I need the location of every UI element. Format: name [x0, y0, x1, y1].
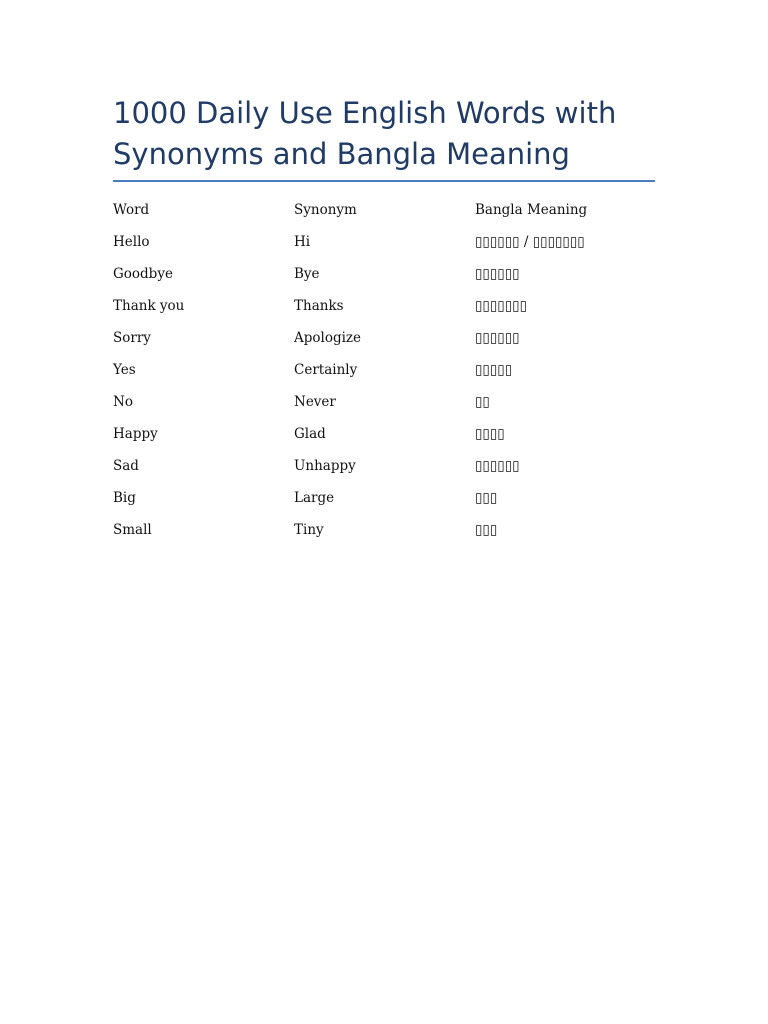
table-row: [113, 262, 658, 294]
synonym-cell: Apologize: [294, 330, 362, 346]
bangla-meaning-cell: ▯▯▯▯▯▯ / ▯▯▯▯▯▯▯: [475, 234, 585, 250]
header-word: Word: [113, 202, 150, 218]
synonym-cell: Hi: [294, 234, 311, 250]
bangla-meaning-cell: ▯▯▯: [475, 490, 498, 506]
title-underline: [113, 180, 655, 182]
word-cell: Thank you: [113, 298, 185, 314]
table-header-row: [113, 198, 658, 230]
synonym-cell: Bye: [294, 266, 320, 282]
word-cell: Small: [113, 522, 152, 538]
page-title: 1000 Daily Use English Words with Synonyms and Bangla Meaning: [113, 96, 617, 171]
word-cell: Hello: [113, 234, 150, 250]
synonym-cell: Large: [294, 490, 335, 506]
bangla-meaning-cell: ▯▯▯▯▯▯: [475, 458, 520, 474]
table-row: [113, 358, 658, 390]
synonym-cell: Never: [294, 394, 336, 410]
bangla-meaning-cell: ▯▯▯: [475, 522, 498, 538]
header-synonym: Synonym: [294, 202, 357, 218]
bangla-meaning-cell: ▯▯▯▯▯▯: [475, 330, 520, 346]
synonym-cell: Glad: [294, 426, 326, 442]
table-row: [113, 294, 658, 326]
bangla-meaning-cell: ▯▯▯▯▯▯: [475, 266, 520, 282]
table-row: [113, 422, 658, 454]
word-cell: Sorry: [113, 330, 151, 346]
synonym-cell: Certainly: [294, 362, 358, 378]
bangla-meaning-cell: ▯▯: [475, 394, 490, 410]
synonym-cell: Unhappy: [294, 458, 356, 474]
word-table: [113, 198, 658, 550]
table-row: [113, 518, 658, 550]
table-row: [113, 230, 658, 262]
bangla-meaning-cell: ▯▯▯▯▯: [475, 362, 513, 378]
synonym-cell: Thanks: [294, 298, 344, 314]
word-cell: Yes: [113, 362, 136, 378]
table-row: [113, 326, 658, 358]
header-bangla-meaning: Bangla Meaning: [475, 202, 588, 218]
word-cell: No: [113, 394, 133, 410]
word-cell: Sad: [113, 458, 139, 474]
word-cell: Big: [113, 490, 136, 506]
table-row: [113, 390, 658, 422]
bangla-meaning-cell: ▯▯▯▯▯▯▯: [475, 298, 528, 314]
word-cell: Happy: [113, 426, 158, 442]
table-row: [113, 486, 658, 518]
bangla-meaning-cell: ▯▯▯▯: [475, 426, 505, 442]
synonym-cell: Tiny: [294, 522, 324, 538]
table-row: [113, 454, 658, 486]
word-cell: Goodbye: [113, 266, 173, 282]
